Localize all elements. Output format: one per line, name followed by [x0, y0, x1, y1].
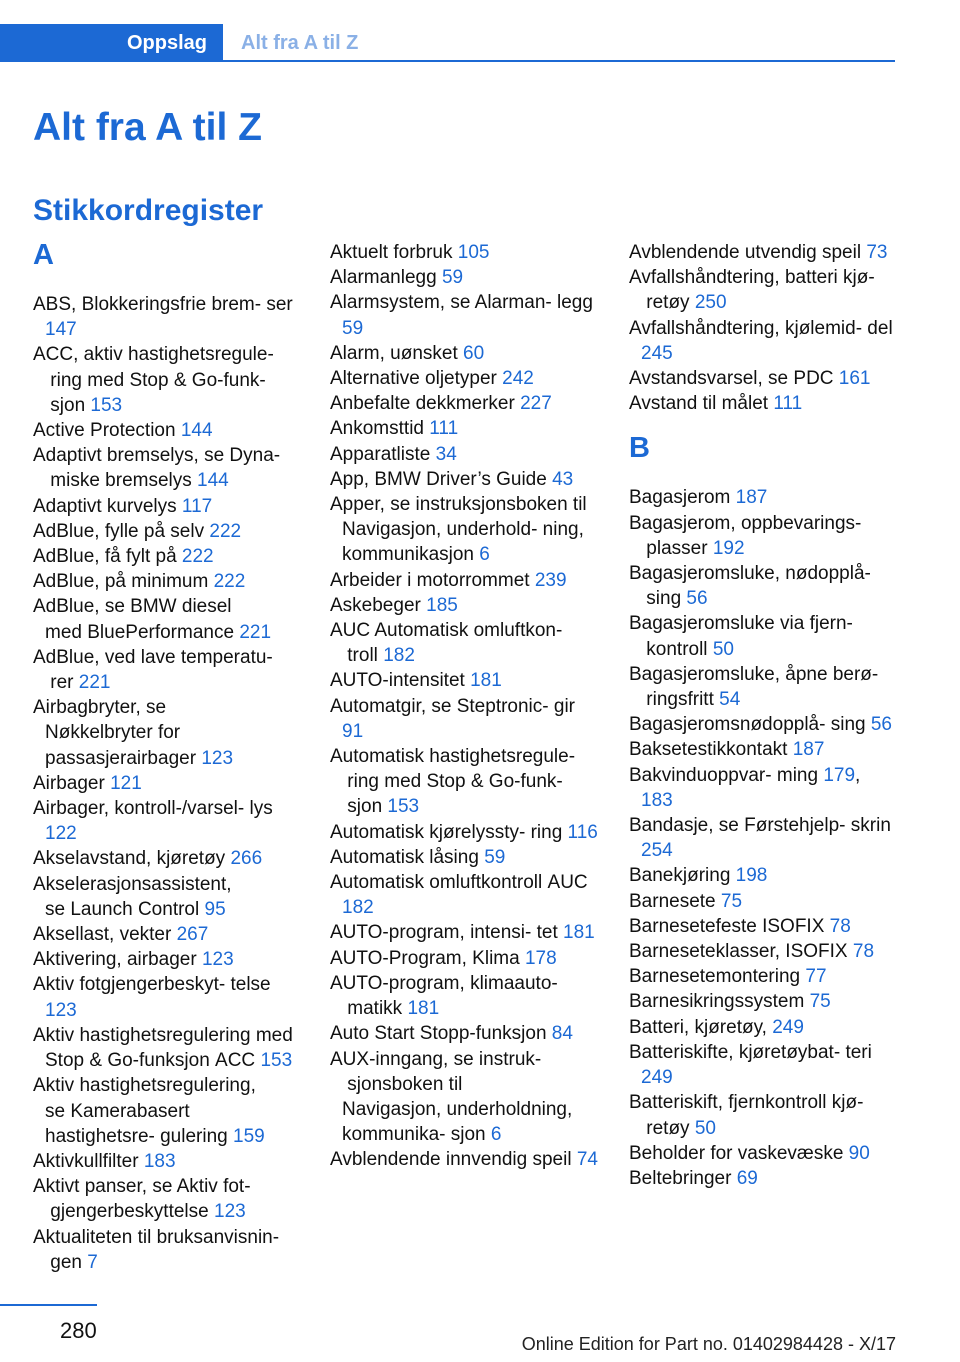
index-entry-text: Ankomsttid: [330, 418, 430, 440]
index-entry: [33, 519, 301, 544]
page-reference-link[interactable]: 182: [383, 645, 415, 667]
index-entry-text: Avblendende innvendig speil: [330, 1149, 577, 1171]
index-entry: [629, 316, 897, 366]
page-reference-link[interactable]: 250: [694, 292, 727, 314]
index-entry: [330, 467, 598, 492]
index-entry-text: AUTO-intensitet: [330, 670, 471, 692]
index-entry: [33, 1023, 301, 1073]
index-entry-text: Automatisk låsing: [330, 846, 485, 868]
index-entry: [330, 442, 598, 467]
index-entry-text: Airbager: [33, 772, 111, 794]
page-reference-link[interactable]: 84: [551, 1023, 573, 1045]
index-entry: [330, 341, 598, 366]
index-entry-text: Bagasjeromsluke, åpne berø- ringsfritt: [629, 663, 879, 711]
index-entry-text: AUC Automatisk omluftkon- troll: [330, 620, 563, 667]
index-entry-text: AdBlue, få fylt på: [33, 546, 182, 568]
page-reference-link[interactable]: 192: [712, 537, 745, 559]
index-entry: [330, 920, 598, 945]
page-reference-link[interactable]: 181: [407, 998, 440, 1020]
page-reference-link[interactable]: 60: [463, 342, 485, 364]
index-entry-text: ABS, Blokkeringsfrie brem- ser: [33, 294, 293, 315]
index-entry-text: AdBlue, ved lave temperatu- rer: [33, 646, 273, 694]
page-reference-link[interactable]: 121: [110, 772, 142, 794]
page-reference-link[interactable]: 6: [490, 1124, 502, 1146]
page-reference-link[interactable]: 54: [719, 689, 741, 711]
index-entry-text: Batteriskifte, kjøretøybat- teri: [629, 1041, 872, 1063]
section-letter: A: [33, 239, 54, 271]
page-reference-link[interactable]: 123: [45, 999, 77, 1021]
edition-note: Online Edition for Part no. 01402984428 - X/17: [521, 1334, 896, 1354]
page-reference-link[interactable]: 181: [563, 922, 595, 944]
index-entry: [629, 914, 897, 939]
index-entry-text: Arbeider i motorrommet: [330, 569, 535, 591]
page-reference-link[interactable]: 116: [567, 821, 598, 843]
index-entry-list: [629, 485, 897, 1191]
index-entry-text: Barneseteklasser, ISOFIX: [629, 941, 853, 963]
index-entry-text: AUTO-program, intensi- tet: [330, 922, 564, 944]
page-reference-link[interactable]: 153: [387, 796, 420, 818]
index-entry-text: Barnesetemontering: [629, 966, 806, 988]
page-reference-link[interactable]: 7: [87, 1251, 98, 1273]
index-entry: [330, 290, 598, 340]
index-entry-text: Alarm, uønsket: [330, 342, 464, 364]
page-reference-link[interactable]: 123: [201, 949, 234, 971]
page-reference-link[interactable]: 159: [233, 1125, 265, 1147]
index-entry-text: Airbager, kontroll-/varsel- lys: [33, 798, 273, 820]
index-entry-text: Aksellast, vekter: [33, 924, 177, 946]
index-entry-text: Batteriskift, fjernkontroll kjø- retøy: [629, 1092, 864, 1139]
index-entry-text: Bagasjerom, oppbevarings- plasser: [629, 512, 862, 559]
page-reference-link[interactable]: 266: [230, 848, 263, 870]
index-entry: [33, 695, 301, 771]
index-entry: [33, 1225, 301, 1275]
page-reference-link[interactable]: 111: [429, 418, 459, 440]
page-reference-link[interactable]: 249: [772, 1016, 804, 1038]
page-reference-link[interactable]: 144: [197, 470, 229, 492]
page-reference-link[interactable]: 161: [838, 368, 871, 390]
page-reference-link[interactable]: 222: [209, 520, 242, 542]
page-title: Alt fra A til Z: [33, 106, 262, 149]
index-entry: [33, 569, 301, 594]
index-entry: [629, 863, 897, 888]
index-entry: [33, 872, 301, 922]
page-reference-link[interactable]: 179: [823, 764, 856, 786]
index-entry-text: Baksetestikkontakt: [629, 739, 793, 761]
index-entry: [33, 972, 301, 1022]
page-reference-link[interactable]: 221: [239, 621, 272, 643]
index-entry: [33, 544, 301, 569]
index-entry-text: Aktivkullfilter: [33, 1150, 144, 1172]
index-entry-text: Adaptivt kurvelys: [33, 495, 182, 517]
index-entry: [330, 391, 598, 416]
index-entry-text: Aktuelt forbruk: [330, 242, 458, 263]
page-reference-link[interactable]: 187: [735, 487, 768, 509]
index-entry-text: Alternative oljetyper: [330, 368, 503, 390]
index-column-2: [330, 240, 598, 1173]
page-reference-link[interactable]: 144: [180, 420, 213, 442]
index-entry-text: Aktiv hastighetsregulering, se Kamerabasert hastighetsre- gulering: [33, 1075, 256, 1147]
page-reference-link[interactable]: 183: [641, 789, 673, 811]
page-reference-link[interactable]: 178: [524, 947, 557, 969]
index-entry-text: AUTO-program, klimaauto- matikk: [330, 972, 558, 1020]
index-entry: [330, 870, 598, 920]
page-reference-link[interactable]: 75: [809, 991, 831, 1013]
index-entry: [629, 1040, 897, 1090]
index-entry-text: Apparatliste: [330, 443, 436, 465]
index-entry: [330, 946, 598, 971]
page-reference-link[interactable]: 182: [342, 897, 374, 919]
index-entry: [33, 645, 301, 695]
index-entry-text: Avfallshåndtering, kjølemid- del: [629, 317, 893, 339]
page-reference-link[interactable]: 95: [204, 898, 226, 920]
page-reference-link[interactable]: 198: [735, 865, 768, 887]
index-entry-text: Avstandsvarsel, se PDC: [629, 368, 839, 390]
index-entry-text: Aktivering, airbager: [33, 949, 202, 971]
page-reference-link[interactable]: 222: [181, 546, 214, 568]
page-reference-link[interactable]: 6: [479, 544, 490, 566]
index-entry: [330, 845, 598, 870]
page-reference-link[interactable]: 50: [694, 1117, 716, 1139]
index-entry: [629, 737, 897, 762]
index-entry: [330, 618, 598, 668]
page-reference-link[interactable]: 34: [435, 443, 457, 465]
index-entry-text: Avstand til målet: [629, 393, 774, 415]
page-number: 280: [60, 1318, 97, 1343]
page-reference-link[interactable]: 50: [712, 638, 734, 660]
index-entry: [330, 744, 598, 820]
index-entry: [330, 694, 598, 744]
page-reference-link[interactable]: 75: [720, 890, 743, 912]
index-entry-text: Apper, se instruksjonsboken til Navigasjon, underhold- ning, kommunikasjon: [330, 494, 587, 566]
index-entry-list: [629, 240, 897, 416]
page-reference-link[interactable]: 153: [90, 394, 123, 416]
index-entry: [330, 1147, 598, 1172]
index-entry-text: Bakvinduoppvar- ming: [629, 764, 824, 786]
index-entry-text: Beltebringer: [629, 1167, 737, 1189]
index-entry: [629, 964, 897, 989]
index-entry: [330, 1021, 598, 1046]
page-reference-link[interactable]: 73: [866, 242, 888, 263]
index-entry: [33, 922, 301, 947]
index-entry-text: Alarmanlegg: [330, 267, 442, 289]
index-entry: [330, 668, 598, 693]
page-reference-link[interactable]: 43: [552, 468, 574, 490]
breadcrumb[interactable]: Alt fra A til Z: [241, 32, 359, 54]
index-entry: [330, 240, 598, 265]
index-entry: [330, 568, 598, 593]
page-reference-link[interactable]: 78: [829, 915, 851, 937]
index-entry: Bakvinduoppvar- ming 179, 183: [629, 764, 861, 811]
index-entry: [629, 1141, 897, 1166]
index-entry: [330, 416, 598, 441]
index-entry-text: App, BMW Driver’s Guide: [330, 468, 553, 490]
page-reference-link[interactable]: 74: [576, 1149, 598, 1171]
index-entry-text: Aktiv hastighetsregulering med Stop & Go-funksjon ACC: [33, 1024, 293, 1072]
index-entry: [629, 485, 897, 510]
index-entry-text: Bagasjeromsnødopplå- sing: [629, 714, 871, 736]
index-entry: [33, 443, 301, 493]
index-entry-text: Bandasje, se Førstehjelp- skrin: [629, 815, 891, 837]
page-reference-link[interactable]: 56: [870, 714, 892, 736]
index-entry-text: Bagasjerom: [629, 487, 736, 509]
page-reference-link[interactable]: 267: [176, 924, 209, 946]
index-entry-text: Batteri, kjøretøy,: [629, 1016, 773, 1038]
index-entry: [330, 1047, 598, 1148]
index-entry: [33, 1149, 301, 1174]
index-entry: [33, 594, 301, 644]
index-entry-text: AdBlue, se BMW diesel med BluePerformance: [33, 596, 240, 643]
index-entry-text: Aktualiteten til bruksanvisnin- gen: [33, 1226, 280, 1273]
index-entry: [629, 813, 897, 863]
index-entry: [33, 1174, 301, 1224]
page-reference-link[interactable]: 59: [484, 846, 506, 868]
index-column-1: [33, 240, 301, 1275]
index-entry: [629, 1015, 897, 1040]
index-entry-text: Active Protection: [33, 420, 181, 442]
page-reference-link[interactable]: 227: [520, 393, 552, 415]
index-entry: [33, 292, 301, 342]
footer-divider: [0, 1304, 97, 1306]
page-reference-link[interactable]: 111: [773, 393, 803, 415]
index-entry: [629, 889, 897, 914]
index-entry: [330, 593, 598, 618]
page-reference-link[interactable]: 187: [792, 739, 825, 761]
page-reference-link[interactable]: 181: [470, 670, 502, 692]
page-reference-link[interactable]: 147: [45, 319, 77, 341]
header-divider: [223, 60, 895, 62]
index-entry-text: Akselavstand, kjøretøy: [33, 848, 231, 870]
page-reference-link[interactable]: 185: [426, 594, 458, 616]
index-entry-text: AUX-inngang, se instruk- sjonsboken til Navigasjon, underholdning, kommunika- sjon: [330, 1048, 573, 1146]
index-entry-text: Automatisk kjørelyssty- ring: [330, 821, 568, 843]
index-entry-text: Avblendende utvendig speil: [629, 242, 867, 263]
index-entry-text: Beholder for vaskevæske: [629, 1142, 849, 1164]
index-entry: [629, 265, 897, 315]
page-reference-link[interactable]: 222: [213, 571, 246, 593]
index-entry-text: Banekjøring: [629, 865, 736, 887]
index-entry: [33, 796, 301, 846]
page-reference-link[interactable]: 123: [214, 1201, 246, 1223]
index-entry: [330, 971, 598, 1021]
tab-oppslag[interactable]: Oppslag: [0, 24, 223, 62]
index-entry: [33, 1073, 301, 1149]
index-entry-list: [33, 292, 301, 1275]
index-entry: [629, 1166, 897, 1191]
index-entry: [330, 492, 598, 568]
index-entry-text: Aktiv fotgjengerbeskyt- telse: [33, 974, 271, 996]
index-entry-text: Bagasjeromsluke via fjern- kontroll: [629, 613, 853, 660]
index-entry-text: AdBlue, fylle på selv: [33, 520, 210, 542]
index-entry: [33, 947, 301, 972]
index-entry-text: Barnesetefeste ISOFIX: [629, 915, 830, 937]
page-reference-link[interactable]: 153: [260, 1050, 293, 1072]
index-entry: [330, 820, 598, 845]
index-entry-text: Automatisk hastighetsregule- ring med Stop & Go-funk- sjon: [330, 746, 576, 818]
index-entry-list: [330, 240, 598, 1173]
page-reference-link[interactable]: 90: [848, 1142, 870, 1164]
index-entry: [629, 240, 897, 265]
index-entry-text: AUTO-Program, Klima: [330, 947, 525, 969]
index-entry: [629, 989, 897, 1014]
page-reference-link[interactable]: 59: [441, 267, 464, 289]
index-entry-text: Automatgir, se Steptronic- gir: [330, 695, 575, 717]
index-column-3: [629, 240, 897, 1191]
index-entry: [330, 366, 598, 391]
index-entry-text: Auto Start Stopp-funksjon: [330, 1023, 552, 1045]
index-entry: [33, 771, 301, 796]
index-entry-text: Anbefalte dekkmerker: [330, 393, 521, 415]
page-reference-link[interactable]: 78: [852, 941, 875, 963]
page-reference-link[interactable]: 122: [45, 823, 77, 845]
page-reference-link[interactable]: 123: [201, 747, 234, 769]
index-entry: [33, 342, 301, 418]
index-entry-text: Akselerasjonsassistent, se Launch Control: [33, 873, 232, 920]
page-reference-link[interactable]: 183: [143, 1150, 176, 1172]
page-reference-link[interactable]: 242: [502, 368, 534, 390]
index-entry-text: AdBlue, på minimum: [33, 571, 214, 593]
index-entry-text: Alarmsystem, se Alarman- legg: [330, 292, 593, 314]
index-subtitle: Stikkordregister: [33, 194, 264, 227]
index-entry-text: Barnesete: [629, 890, 721, 912]
section-letter: B: [629, 432, 650, 465]
index-entry-text: ACC, aktiv hastighetsregule- ring med Stop & Go-funk- sjon: [33, 344, 274, 416]
index-entry: [629, 391, 897, 416]
index-entry-text: Automatisk omluftkontroll AUC: [330, 872, 588, 894]
index-entry: [629, 662, 897, 712]
index-entry: [33, 418, 301, 443]
index-entry: [629, 1090, 897, 1140]
index-entry: [629, 561, 897, 611]
page-reference-link[interactable]: 91: [342, 720, 364, 742]
index-entry: [629, 511, 897, 561]
page-reference-link[interactable]: 69: [736, 1167, 758, 1189]
header-tab-bar: [0, 24, 895, 62]
page-reference-link[interactable]: 254: [641, 840, 673, 862]
page-reference-link[interactable]: 117: [181, 495, 213, 517]
index-entry-text: Adaptivt bremselys, se Dyna- miske bremselys: [33, 445, 281, 492]
page-reference-link[interactable]: 105: [457, 242, 490, 263]
page-reference-link[interactable]: 245: [641, 342, 673, 364]
index-entry-text: Aktivt panser, se Aktiv fot- gjengerbeskyttelse: [33, 1176, 251, 1223]
index-entry: [629, 712, 897, 737]
index-entry: [629, 611, 897, 661]
index-entry: [33, 494, 301, 519]
page-reference-link[interactable]: 77: [805, 966, 827, 988]
page-reference-link[interactable]: 221: [78, 672, 111, 694]
index-entry-text: Airbagbryter, se Nøkkelbryter for passasjerairbager: [33, 697, 202, 769]
index-entry: [33, 846, 301, 871]
index-entry-text: Askebeger: [330, 594, 427, 616]
index-entry-text: Bagasjeromsluke, nødopplå- sing: [629, 563, 871, 610]
index-entry: [330, 265, 598, 290]
index-entry: [629, 939, 897, 964]
page-reference-link[interactable]: 249: [641, 1067, 673, 1089]
page-reference-link[interactable]: 59: [342, 317, 364, 339]
index-entry-text: Barnesikringssystem: [629, 991, 810, 1013]
page-reference-link[interactable]: 239: [534, 569, 567, 591]
page-reference-link[interactable]: 56: [686, 588, 708, 610]
index-entry-text: Avfallshåndtering, batteri kjø- retøy: [629, 267, 875, 314]
index-entry: [629, 366, 897, 391]
